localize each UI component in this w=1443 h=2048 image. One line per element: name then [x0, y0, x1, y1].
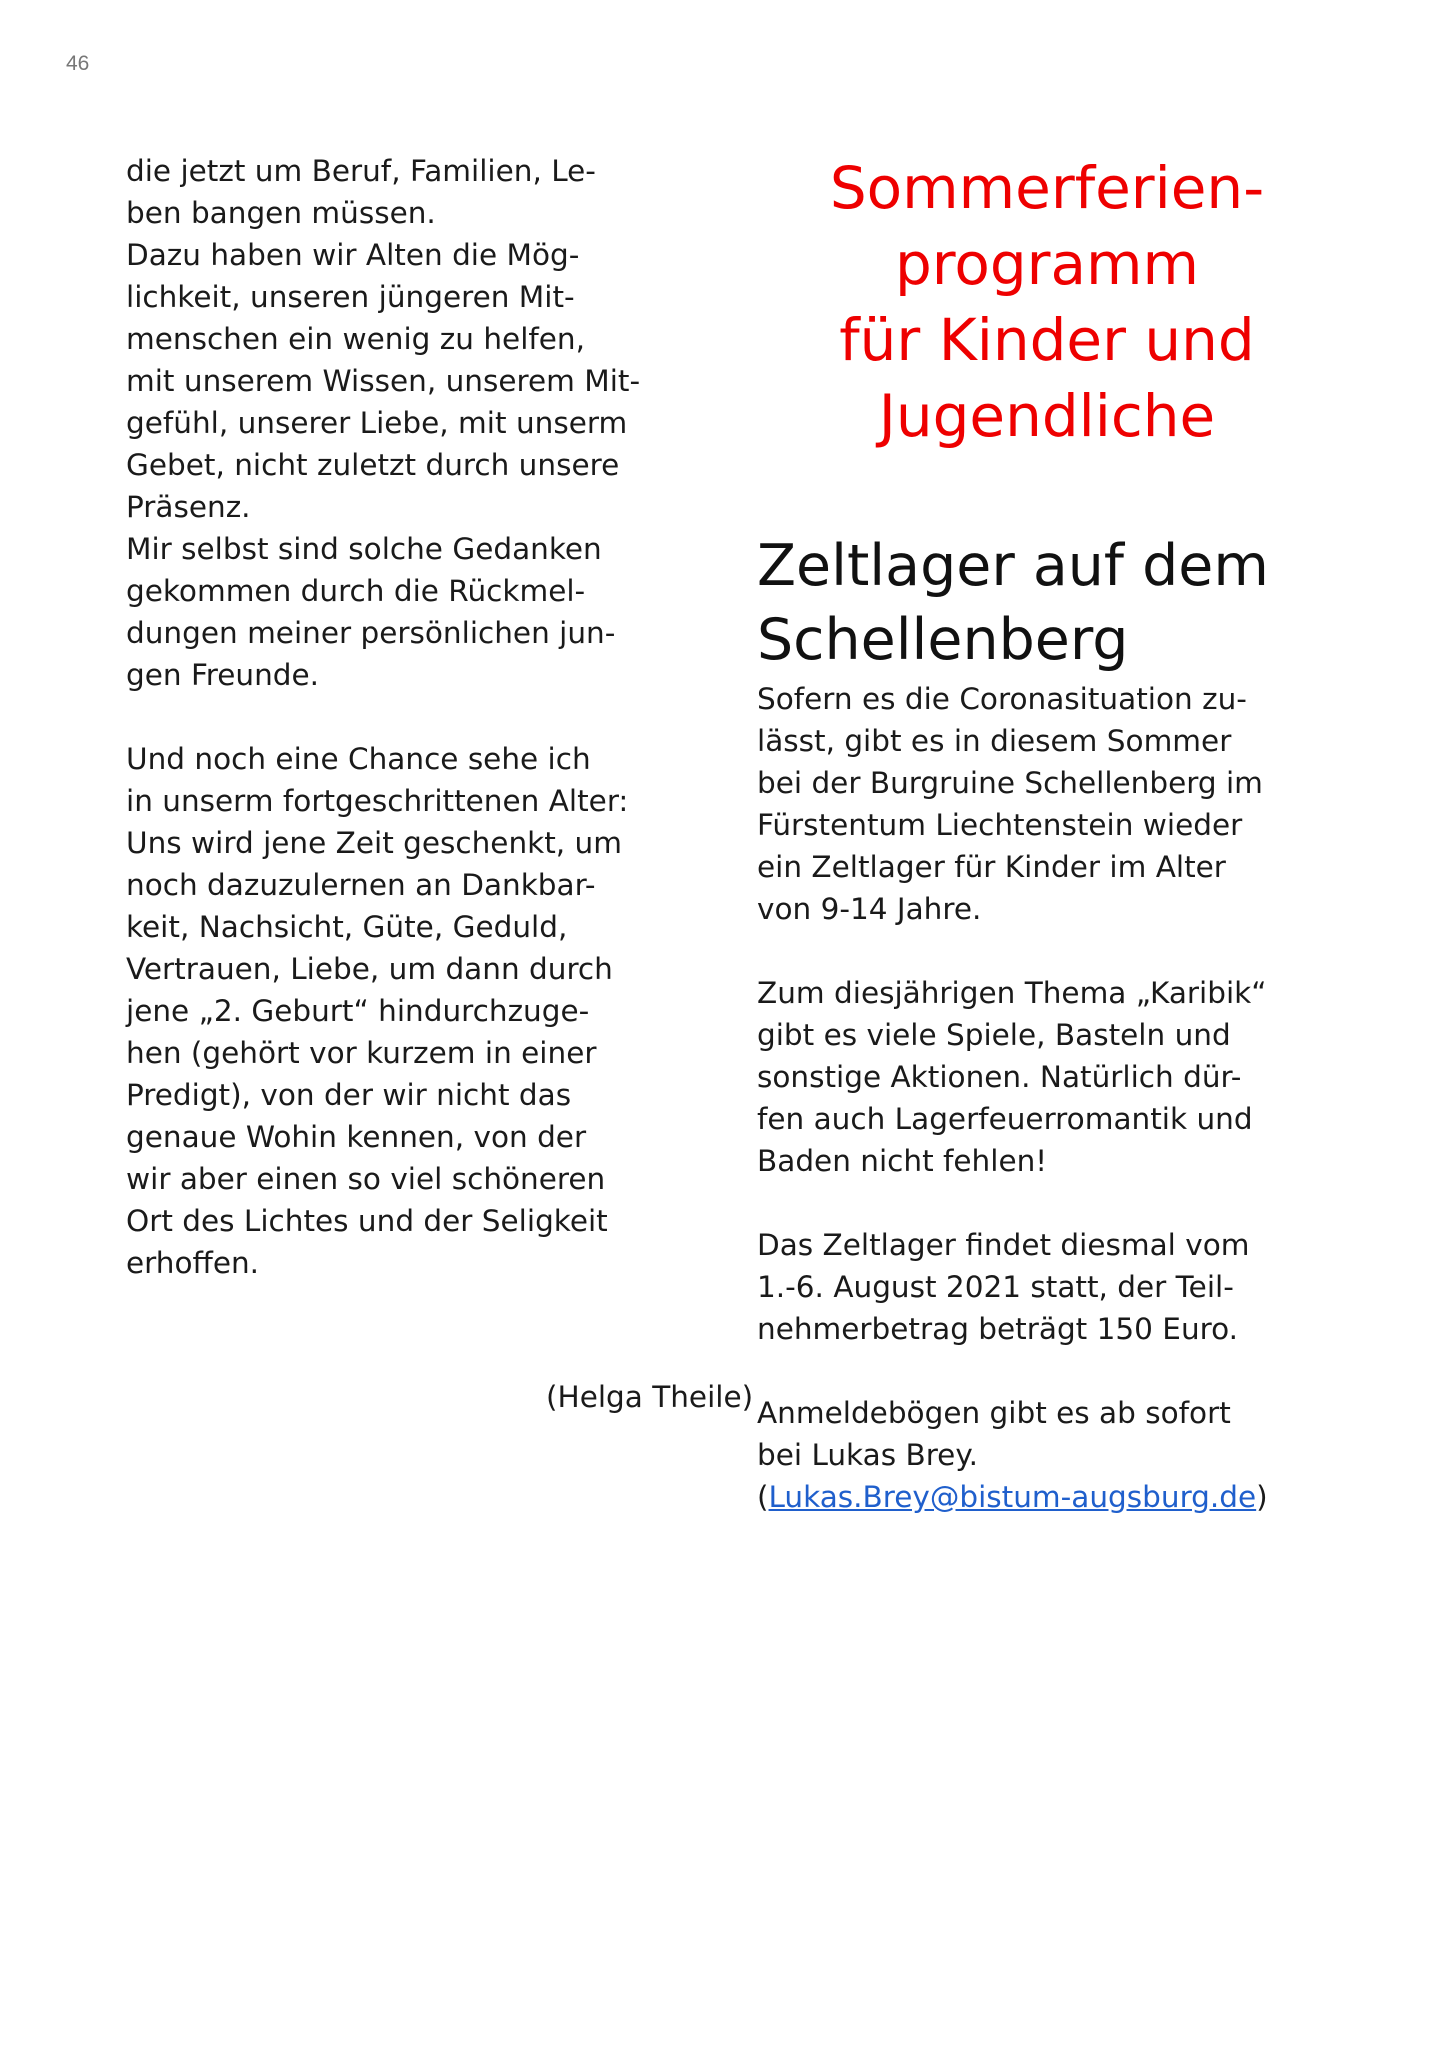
body-line: in unserm fortgeschrittenen Alter: [126, 784, 629, 818]
body-line: Dazu haben wir Alten die Mög- [126, 238, 580, 272]
body-line: bei Lukas Brey. [757, 1438, 978, 1472]
body-line: erhoffen. [126, 1246, 260, 1280]
body-line: ben bangen müssen. [126, 196, 436, 230]
body-line: noch dazuzulernen an Dankbar- [126, 868, 596, 902]
body-line: 1.-6. August 2021 statt, der Teil- [757, 1270, 1234, 1304]
body-line: dungen meiner persönlichen jun- [126, 616, 616, 650]
body-line: Zum diesjährigen Thema „Karibik“ [757, 976, 1267, 1010]
body-line: Gebet, nicht zuletzt durch unsere [126, 448, 620, 482]
body-line: Vertrauen, Liebe, um dann durch [126, 952, 613, 986]
contact-line [757, 1476, 1268, 1518]
section-heading-line: Schellenberg [757, 607, 1129, 673]
body-line: gefühl, unserer Liebe, mit unserm [126, 406, 628, 440]
open-paren: ( [757, 1480, 769, 1514]
email-link[interactable]: Lukas.Brey@bistum-augsburg.de [768, 1480, 1257, 1514]
body-line: Sofern es die Coronasituation zu- [757, 682, 1247, 716]
body-line: nehmerbetrag beträgt 150 Euro. [757, 1312, 1239, 1346]
body-line: lässt, gibt es in diesem Sommer [757, 724, 1232, 758]
body-line: Präsenz. [126, 490, 251, 524]
body-line: menschen ein wenig zu helfen, [126, 322, 585, 356]
program-title-line: Jugendliche [878, 382, 1216, 450]
program-title-line: Sommerferien- [829, 154, 1265, 222]
body-line: keit, Nachsicht, Güte, Geduld, [126, 910, 568, 944]
body-line: sonstige Aktionen. Natürlich dür- [757, 1060, 1242, 1094]
body-line: gen Freunde. [126, 658, 320, 692]
body-line: jene „2. Geburt“ hindurchzuge- [126, 994, 590, 1028]
body-line: Baden nicht fehlen! [757, 1144, 1048, 1178]
close-paren: ) [1256, 1480, 1268, 1514]
author-signature: (Helga Theile) [546, 1380, 754, 1414]
body-line: lichkeit, unseren jüngeren Mit- [126, 280, 575, 314]
body-line: fen auch Lagerfeuerromantik und [757, 1102, 1253, 1136]
body-line: Mir selbst sind solche Gedanken [126, 532, 602, 566]
body-line: Und noch eine Chance sehe ich [126, 742, 591, 776]
program-title-line: für Kinder und [839, 306, 1255, 374]
body-line: die jetzt um Beruf, Familien, Le- [126, 154, 596, 188]
body-line: gibt es viele Spiele, Basteln und [757, 1018, 1231, 1052]
body-line: mit unserem Wissen, unserem Mit- [126, 364, 641, 398]
body-line: Fürstentum Liechtenstein wieder [757, 808, 1243, 842]
body-line: ein Zeltlager für Kinder im Alter [757, 850, 1226, 884]
program-title-line: programm [894, 230, 1200, 298]
body-line: von 9-14 Jahre. [757, 892, 982, 926]
body-line: Ort des Lichtes und der Seligkeit [126, 1204, 608, 1238]
section-heading-line: Zeltlager auf dem [757, 533, 1269, 599]
body-line: Das Zeltlager findet diesmal vom [757, 1228, 1250, 1262]
body-line: Anmeldebögen gibt es ab sofort [757, 1396, 1231, 1430]
body-line: hen (gehört vor kurzem in einer [126, 1036, 597, 1070]
body-line: Uns wird jene Zeit geschenkt, um [126, 826, 622, 860]
body-line: genaue Wohin kennen, von der [126, 1120, 587, 1154]
body-line: bei der Burgruine Schellenberg im [757, 766, 1263, 800]
body-line: gekommen durch die Rückmel- [126, 574, 586, 608]
page-number: 46 [66, 52, 90, 75]
body-line: Predigt), von der wir nicht das [126, 1078, 572, 1112]
body-line: wir aber einen so viel schöneren [126, 1162, 606, 1196]
